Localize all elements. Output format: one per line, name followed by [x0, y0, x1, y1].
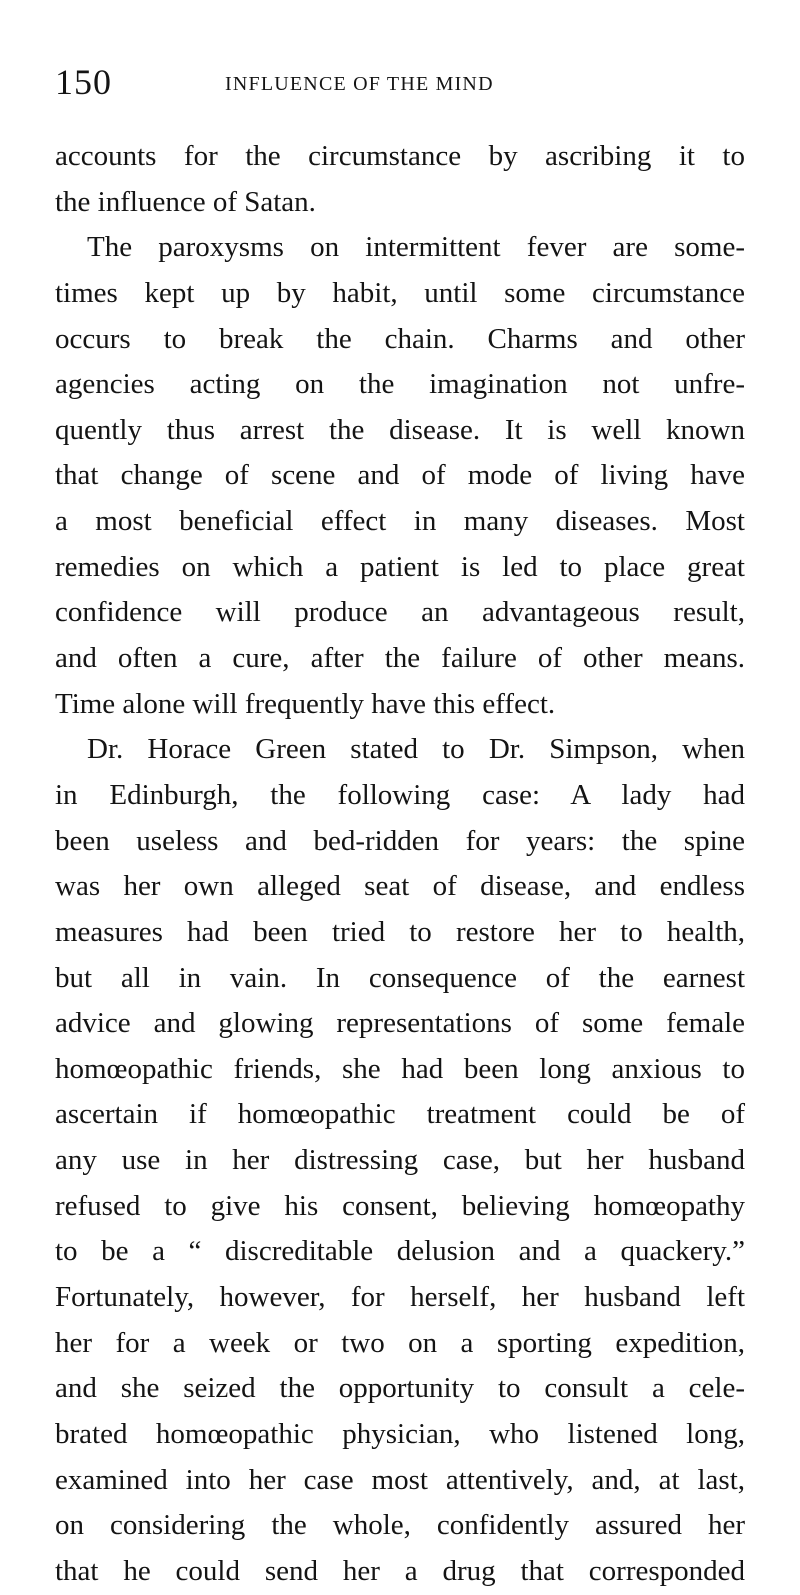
text-line: and she seized the opportunity to consult a cele- — [55, 1372, 745, 1405]
text-line: her for a week or two on a sporting expedition, — [55, 1326, 745, 1359]
text-line: agencies acting on the imagination not unfre- — [55, 368, 745, 401]
text-line: The paroxysms on intermittent fever are some- — [87, 231, 745, 264]
text-line: and often a cure, after the failure of other means. — [55, 642, 745, 675]
text-line: but all in vain. In consequence of the earnest — [55, 961, 745, 994]
text-line: ascertain if homœopathic treatment could be of — [55, 1098, 745, 1131]
page-number: 150 — [55, 62, 112, 102]
text-line: the influence of Satan. — [55, 185, 316, 218]
text-line: that he could send her a drug that corresponded — [55, 1554, 745, 1587]
text-line: that change of scene and of mode of living have — [55, 459, 745, 492]
text-line: measures had been tried to restore her to health, — [55, 915, 745, 948]
text-line: any use in her distressing case, but her husband — [55, 1144, 745, 1177]
text-line: occurs to break the chain. Charms and other — [55, 322, 745, 355]
running-head — [55, 62, 745, 102]
text-line: Dr. Horace Green stated to Dr. Simpson, when — [87, 733, 745, 766]
text-line: a most beneficial effect in many diseases. Most — [55, 505, 745, 538]
text-line: advice and glowing representations of some female — [55, 1007, 745, 1040]
text-line: Time alone will frequently have this effect. — [55, 687, 556, 720]
text-line: confidence will produce an advantageous result, — [55, 596, 745, 629]
text-line: been useless and bed-ridden for years: the spine — [55, 824, 745, 857]
text-line: brated homœopathic physician, who listened long, — [55, 1417, 745, 1450]
text-line: refused to give his consent, believing homœopathy — [55, 1189, 745, 1222]
text-line: remedies on which a patient is led to place great — [55, 550, 745, 583]
text-line: on considering the whole, confidently assured her — [55, 1509, 745, 1542]
text-line: was her own alleged seat of disease, and endless — [55, 870, 745, 903]
text-line: in Edinburgh, the following case: A lady had — [55, 778, 745, 811]
text-line: times kept up by habit, until some circumstance — [55, 276, 745, 309]
text-line: to be a “ discreditable delusion and a quackery.” — [55, 1235, 745, 1268]
text-line: homœopathic friends, she had been long anxious to — [55, 1052, 745, 1085]
text-line: Fortunately, however, for herself, her husband left — [55, 1281, 745, 1314]
text-line: accounts for the circumstance by ascribing it to — [55, 140, 745, 172]
body-text — [55, 134, 745, 1595]
running-title: INFLUENCE OF THE MIND — [225, 73, 494, 95]
text-line: quently thus arrest the disease. It is well known — [55, 413, 745, 446]
text-line: examined into her case most attentively, and, at last, — [55, 1463, 745, 1496]
